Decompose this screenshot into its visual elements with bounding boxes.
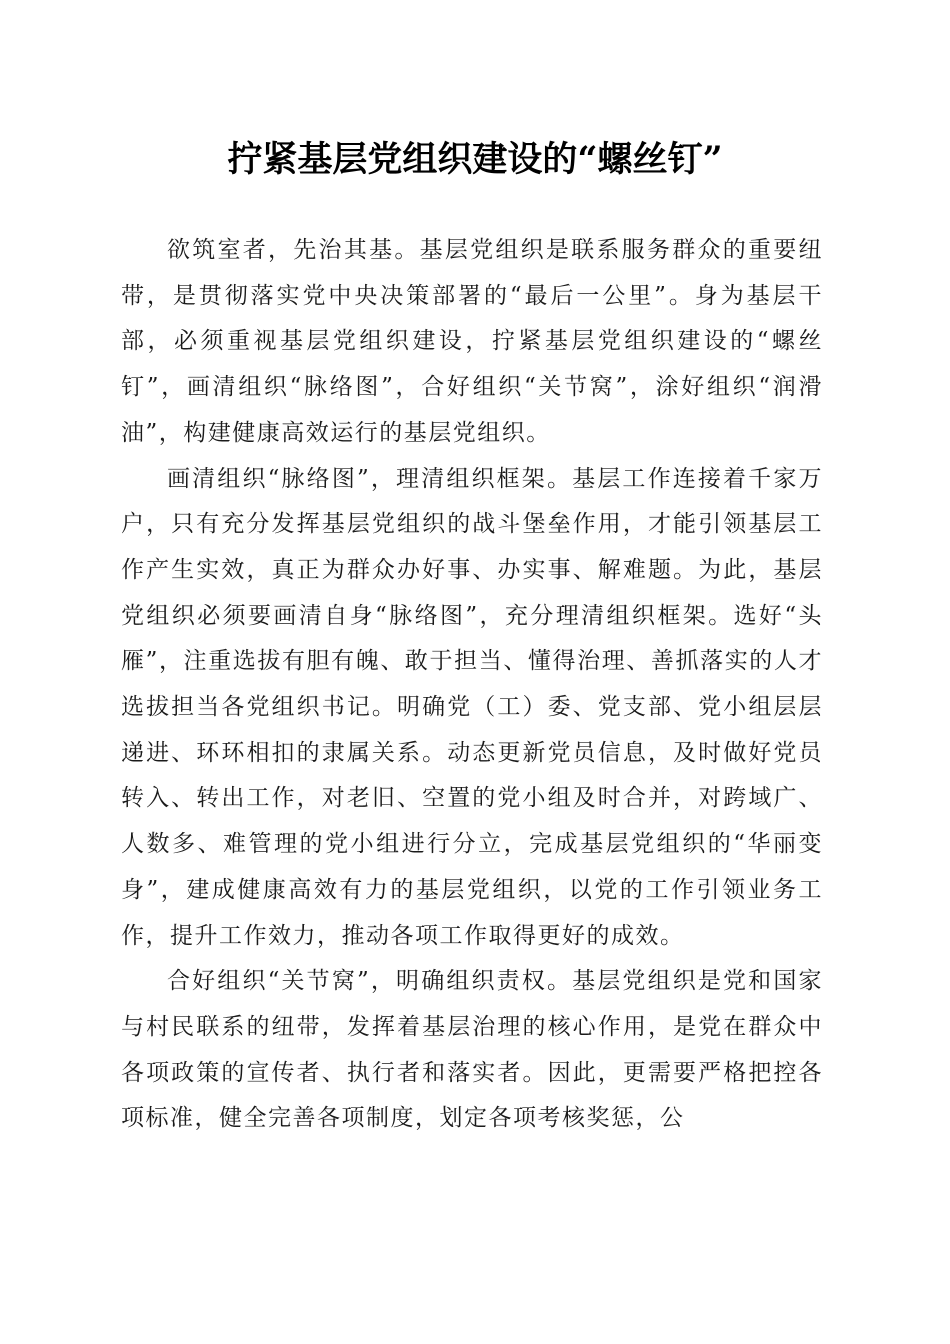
paragraph-network-map: 画清组织“脉络图”，理清组织框架。基层工作连接着千家万户，只有充分发挥基层党组织的战斗堡垒作用，才能引领基层工作产生实效，真正为群众办好事、办实事、解难题。为此，基层党组织必须要画清自身“脉络图”，充分理清组织框架。选好“头雁”，注重选拔有胆有魄、敢于担当、懂得治理、善抓落实的人才选拔担当各党组织书记。明确党（工）委、党支部、党小组层层递进、环环相扣的隶属关系。动态更新党员信息，及时做好党员转入、转出工作，对老旧、空置的党小组及时合并，对跨域广、人数多、难管理的党小组进行分立，完成基层党组织的“华丽变身”，建成健康高效有力的基层党组织，以党的工作引领业务工作，提升工作效力，推动各项工作取得更好的成效。 — [121, 465, 823, 949]
document-body — [121, 228, 823, 1142]
document-title: 拧紧基层党组织建设的“螺丝钉” — [227, 139, 723, 180]
paragraph-joint-socket: 合好组织“关节窝”，明确组织责权。基层党组织是党和国家与村民联系的纽带，发挥着基层治理的核心作用，是党在群众中各项政策的宣传者、执行者和落实者。因此，更需要严格把控各项标准，健全完善各项制度，划定各项考核奖惩，公 — [121, 968, 823, 1132]
paragraph-intro: 欲筑室者，先治其基。基层党组织是联系服务群众的重要纽带，是贯彻落实党中央决策部署的“最后一公里”。身为基层干部，必须重视基层党组织建设，拧紧基层党组织建设的“螺丝钉”，画清组织“脉络图”，合好组织“关节窝”，涂好组织“润滑油”，构建健康高效运行的基层党组织。 — [121, 237, 823, 446]
